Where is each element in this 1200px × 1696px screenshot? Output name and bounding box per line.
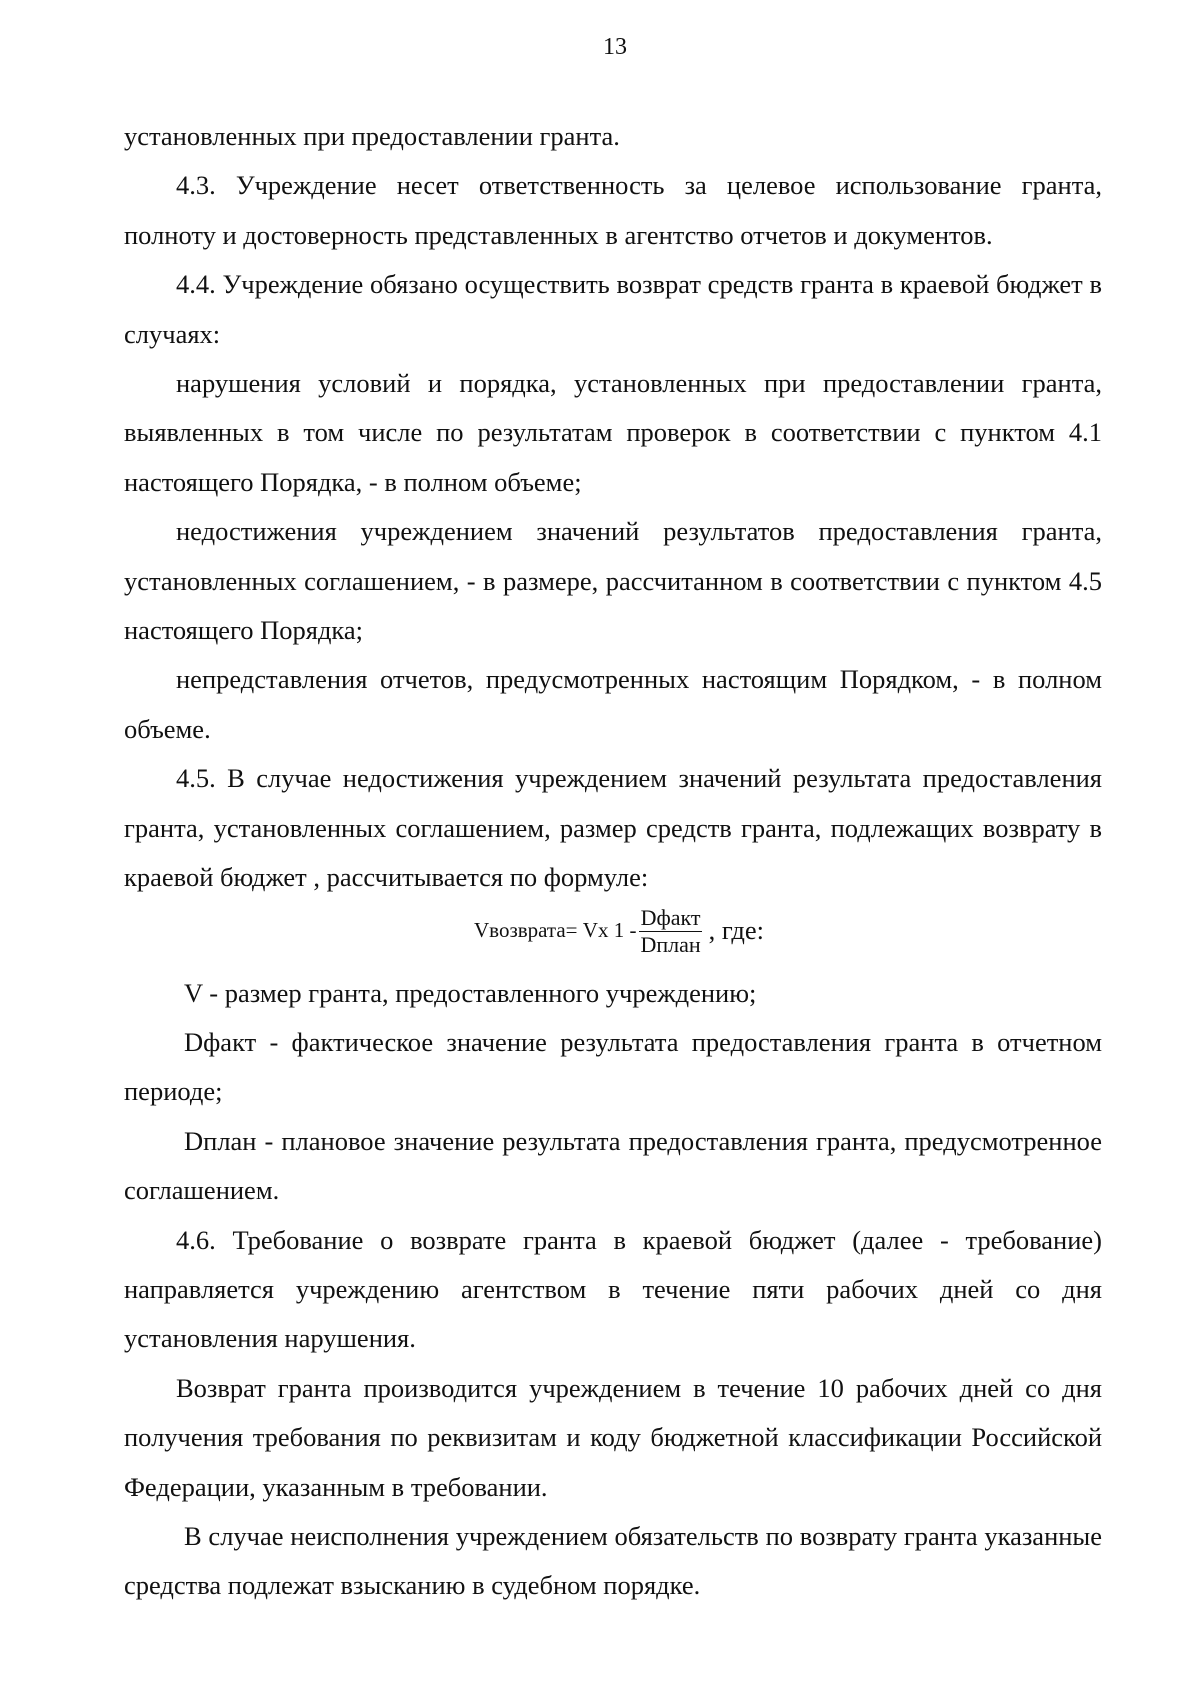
paragraph-violation-case: нарушения условий и порядка, установленных при предоставлении гранта, выявленных в том числе по результатам проверок в соответствии с пунктом 4.1 настоящего Порядка, - в полном объеме; bbox=[124, 368, 1102, 497]
formula-tail: , где: bbox=[708, 915, 765, 946]
paragraph-4-4: 4.4. Учреждение обязано осуществить возврат средств гранта в краевой бюджет в случаях: bbox=[124, 269, 1102, 349]
document-body bbox=[124, 112, 1102, 1611]
refund-formula bbox=[124, 903, 1102, 969]
page-number: 13 bbox=[603, 34, 627, 60]
definition-dplan: Dплан - плановое значение результата предоставления гранта, предусмотренное соглашением. bbox=[124, 1125, 1102, 1206]
formula-left-side: Vвозврата= Vх 1 - bbox=[474, 918, 637, 943]
paragraph-nonachievement-case: недостижения учреждением значений результатов предоставления гранта, установленных соглашением, - в размере, рассчитанном в соответствии с пунктом 4.5 настоящего Порядка; bbox=[124, 516, 1102, 646]
paragraph-continuation: установленных при предоставлении гранта. bbox=[124, 121, 620, 151]
paragraph-4-6: 4.6. Требование о возврате гранта в краевой бюджет (далее - требование) направляется учреждению агентством в течение пяти рабочих дней со дня установления нарушения. bbox=[124, 1224, 1102, 1354]
paragraph-judicial-recovery: В случае неисполнения учреждением обязательств по возврату гранта указанные средства подлежат взысканию в судебном порядке. bbox=[124, 1520, 1102, 1601]
paragraph-refund-term: Возврат гранта производится учреждением в течение 10 рабочих дней со дня получения требования по реквизитам и коду бюджетной классификации Российской Федерации, указанным в требовании. bbox=[124, 1372, 1102, 1502]
formula-numerator: Dфакт bbox=[640, 904, 701, 930]
formula-fraction bbox=[638, 905, 702, 958]
paragraph-4-5: 4.5. В случае недостижения учреждением значений результата предоставления гранта, установленных соглашением, размер средств гранта, подлежащих возврату в краевой бюджет , рассчитывается по формуле: bbox=[124, 763, 1102, 893]
definition-v: V - размер гранта, предоставленного учреждению; bbox=[184, 977, 757, 1008]
paragraph-nonsubmission-case: непредставления отчетов, предусмотренных настоящим Порядком, - в полном объеме. bbox=[124, 664, 1102, 744]
definition-dfact: Dфакт - фактическое значение результата предоставления гранта в отчетном периоде; bbox=[124, 1026, 1102, 1107]
paragraph-4-3: 4.3. Учреждение несет ответственность за целевое использование гранта, полноту и достоверность представленных в агентство отчетов и документов. bbox=[124, 170, 1102, 250]
formula-denominator: Dплан bbox=[640, 931, 701, 957]
